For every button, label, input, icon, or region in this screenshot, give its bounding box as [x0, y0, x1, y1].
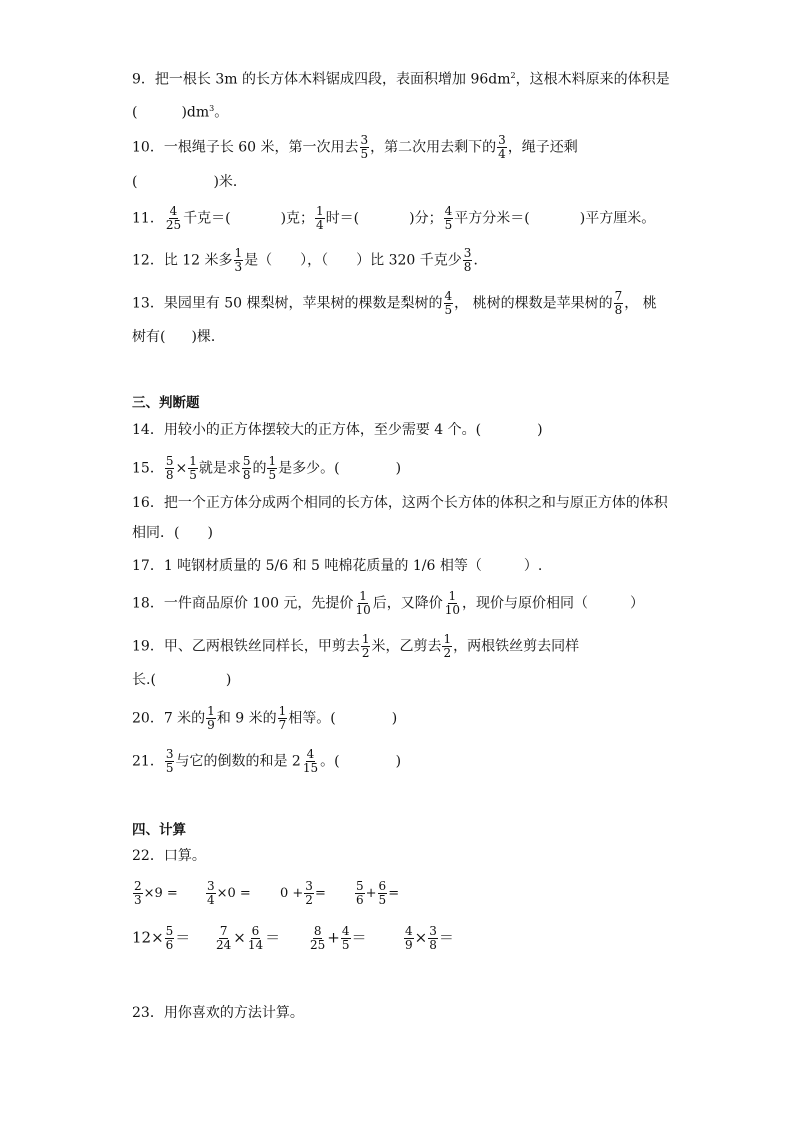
question-19-line1: 19．甲、乙两根铁丝同样长，甲剪去 $\frac{1}{2}$ 米，乙剪去 $\frac{1}{2}$ ，两根铁丝剪去同样 [132, 632, 580, 660]
section-heading-judgment: 三、判断题 [132, 395, 200, 411]
calc-item: 12× $\frac{5}{6}$ ＝ [132, 924, 191, 952]
fraction: $\frac{1}{4}$ [316, 204, 324, 232]
question-15: 15． $\frac{5}{8}$ × $\frac{1}{5}$ 就是求 $\frac{5}{8}$ 的 $\frac{1}{5}$ 是多少。( ) [132, 454, 402, 482]
fraction: $\frac{3}{4}$ [207, 879, 215, 907]
fraction: $\frac{1}{3}$ [234, 246, 243, 274]
fraction: $\frac{1}{9}$ [207, 704, 215, 732]
question-10-line1: 10．一根绳子长 60 米，第一次用去 $\frac{3}{5}$ ，第二次用去剩下的 $\frac{3}{4}$ ，绳子还剩 [132, 133, 578, 161]
question-9-line1: 9．把一根长 3m 的长方体木料锯成四段，表面积增加 $96dm^2$，这根木料原来的体积是 [132, 71, 670, 88]
fraction: $\frac{1}{5}$ [189, 454, 197, 482]
fraction: $\frac{3}{2}$ [305, 879, 313, 907]
calc-item: $\frac{3}{4}$ ×0 = [207, 879, 251, 907]
fraction: $\frac{5}{8}$ [242, 454, 251, 482]
question-11: 11． $\frac{4}{25}$ 千克＝( )克； $\frac{1}{4}$ 时＝( )分； $\frac{4}{5}$ 平方分米＝( )平方厘米。 [132, 204, 656, 232]
fraction: $\frac{3}{8}$ [429, 924, 437, 952]
fraction: $\frac{6}{14}$ [247, 924, 264, 952]
fraction: $\frac{1}{2}$ [361, 632, 370, 660]
question-23: 23．用你喜欢的方法计算。 [132, 1005, 304, 1021]
fraction: $\frac{8}{25}$ [310, 924, 326, 952]
section-heading-calculation: 四、计算 [132, 822, 186, 838]
fraction: $\frac{3}{5}$ [165, 747, 174, 775]
fraction: $\frac{3}{8}$ [463, 246, 472, 274]
fraction: $\frac{1}{7}$ [278, 704, 287, 732]
question-20: 20．7 米的 $\frac{1}{9}$ 和 9 米的 $\frac{1}{7}$ 相等。( ) [132, 704, 398, 732]
fraction: $\frac{6}{5}$ [378, 879, 387, 907]
question-10-line2: ( )米． [132, 174, 247, 190]
calc-item: $\frac{7}{24}$ × $\frac{6}{14}$ ＝ [216, 924, 281, 952]
question-13-line2: 树有( )棵． [132, 329, 225, 345]
question-16-line1: 16．把一个正方体分成两个相同的长方体，这两个长方体的体积之和与原正方体的体积 [132, 495, 668, 511]
question-22: 22．口算。 [132, 848, 206, 864]
fraction: $\frac{5}{6}$ [165, 924, 174, 952]
fraction: $\frac{7}{24}$ [216, 924, 232, 952]
question-16-line2: 相同．( ) [132, 525, 213, 541]
calc-item: $\frac{4}{9}$ × $\frac{3}{8}$ ＝ [405, 924, 454, 952]
calc-item: $\frac{5}{6}$ + $\frac{6}{5}$ = [356, 879, 400, 907]
question-14: 14．用较小的正方体摆较大的正方体，至少需要 4 个。( ) [132, 422, 543, 438]
fraction: $\frac{2}{3}$ [134, 879, 142, 907]
fraction: $\frac{4}{9}$ [405, 924, 413, 952]
fraction: $\frac{1}{2}$ [443, 632, 452, 660]
question-19-line2: 长.( ) [132, 672, 232, 688]
calc-item: $\frac{8}{25}$ + $\frac{4}{5}$ ＝ [310, 924, 367, 952]
fraction: $\frac{4}{15}$ [302, 747, 319, 775]
fraction: $\frac{1}{5}$ [268, 454, 277, 482]
fraction: $\frac{3}{5}$ [360, 133, 369, 161]
fraction: $\frac{3}{4}$ [498, 133, 506, 161]
question-18: 18．一件商品原价 100 元，先提价 $\frac{1}{10}$ 后，又降价 $\frac{1}{10}$ ，现价与原价相同（ ） [132, 589, 644, 617]
question-17: 17．1 吨钢材质量的 5/6 和 5 吨棉花质量的 1/6 相等（ ）. [132, 558, 543, 574]
question-9-line2: ( )$dm^3$。 [132, 104, 229, 121]
fraction: $\frac{4}{5}$ [444, 204, 453, 232]
fraction: $\frac{4}{25}$ [165, 204, 182, 232]
question-12: 12．比 12 米多 $\frac{1}{3}$ 是（ ），（ ）比 320 千克少 $\frac{3}{8}$ ． [132, 246, 488, 274]
fraction: $\frac{5}{8}$ [165, 454, 174, 482]
fraction: $\frac{7}{8}$ [614, 289, 623, 317]
fraction: $\frac{1}{10}$ [444, 589, 460, 617]
fraction: $\frac{4}{5}$ [444, 289, 453, 317]
fraction: $\frac{4}{5}$ [341, 924, 350, 952]
fraction: $\frac{5}{6}$ [356, 879, 364, 907]
question-13-line1: 13．果园里有 50 棵梨树，苹果树的棵数是梨树的 $\frac{4}{5}$ ， 桃树的棵数是苹果树的 $\frac{7}{8}$ ， 桃 [132, 289, 657, 317]
question-21: 21． $\frac{3}{5}$ 与它的倒数的和是 2 $\frac{4}{15}$ 。( ) [132, 747, 402, 775]
calc-item: $\frac{2}{3}$ ×9 = [134, 879, 178, 907]
fraction: $\frac{1}{10}$ [355, 589, 371, 617]
calc-item: 0 + $\frac{3}{2}$ = [280, 879, 326, 907]
